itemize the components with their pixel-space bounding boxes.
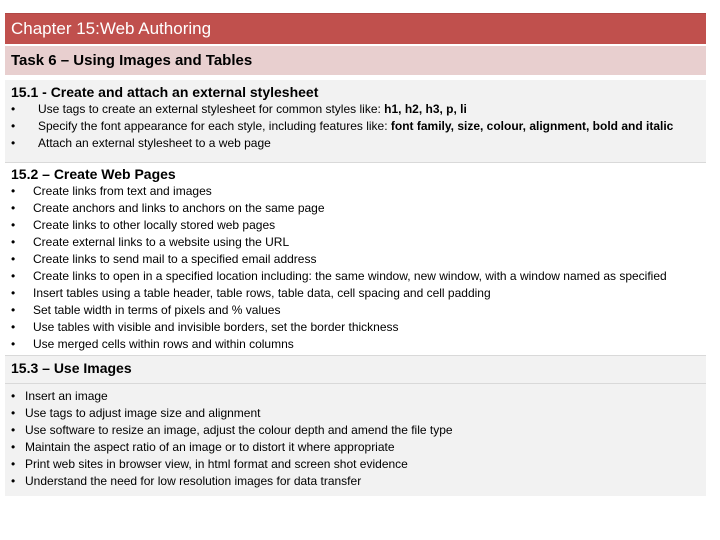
list-item: • Create links to other locally stored web pages [11,218,276,232]
list-item: • Create links to open in a specified location including: the same window, new window, with a window named as specified [11,269,667,283]
section-title: 15.1 - Create and attach an external stylesheet [11,84,319,100]
bullet-icon: • [11,337,16,351]
bullet-icon: • [11,423,16,437]
bullet-icon: • [11,184,16,198]
section-title: 15.3 – Use Images [11,360,132,376]
bullet-icon: • [11,320,16,334]
bullet-list [11,183,700,353]
list-item: • Use software to resize an image, adjust the colour depth and amend the file type [11,423,453,437]
bullet-icon: • [11,457,16,471]
bullet-icon: • [11,218,16,232]
list-item: • Use merged cells within rows and within columns [11,337,294,351]
list-item: • Create external links to a website using the URL [11,235,290,249]
list-item: • Specify the font appearance for each style, including features like: font family, size, colour, alignment, bold and italic [11,119,674,133]
list-item: • Use tags to create an external stylesheet for common styles like: h1, h2, h3, p, li [11,102,467,116]
chapter-title: Chapter 15:Web Authoring [5,13,706,44]
bullet-icon: • [11,136,16,150]
list-item: • Print web sites in browser view, in html format and screen shot evidence [11,457,408,471]
bullet-icon: • [11,269,16,283]
bullet-icon: • [11,119,16,133]
list-item: • Set table width in terms of pixels and % values [11,303,281,317]
list-item: • Use tables with visible and invisible borders, set the border thickness [11,320,399,334]
section-15-1 [5,80,706,163]
section-15-3 [5,384,706,496]
list-item: • Maintain the aspect ratio of an image or to distort it where appropriate [11,440,395,454]
bullet-icon: • [11,201,16,215]
bullet-icon: • [11,102,16,116]
list-item: • Insert tables using a table header, table rows, table data, cell spacing and cell padding [11,286,491,300]
bullet-icon: • [11,303,16,317]
task-title: Task 6 – Using Images and Tables [5,46,706,75]
list-item: • Create links from text and images [11,184,212,198]
section-15-3-header [5,356,706,384]
bullet-icon: • [11,474,16,488]
list-item: • Attach an external stylesheet to a web page [11,136,271,150]
bullet-icon: • [11,389,16,403]
list-item: • Create links to send mail to a specified email address [11,252,317,266]
bullet-icon: • [11,235,16,249]
bullet-icon: • [11,406,16,420]
bullet-icon: • [11,286,16,300]
slide [5,13,706,496]
list-item: • Create anchors and links to anchors on the same page [11,201,325,215]
section-15-2 [5,163,706,356]
list-item: • Understand the need for low resolution images for data transfer [11,474,362,488]
list-item: • Use tags to adjust image size and alignment [11,406,261,420]
section-title: 15.2 – Create Web Pages [11,166,176,182]
bullet-list [11,101,700,152]
bullet-list [11,388,700,490]
list-item: • Insert an image [11,389,108,403]
bullet-icon: • [11,440,16,454]
bullet-icon: • [11,252,16,266]
